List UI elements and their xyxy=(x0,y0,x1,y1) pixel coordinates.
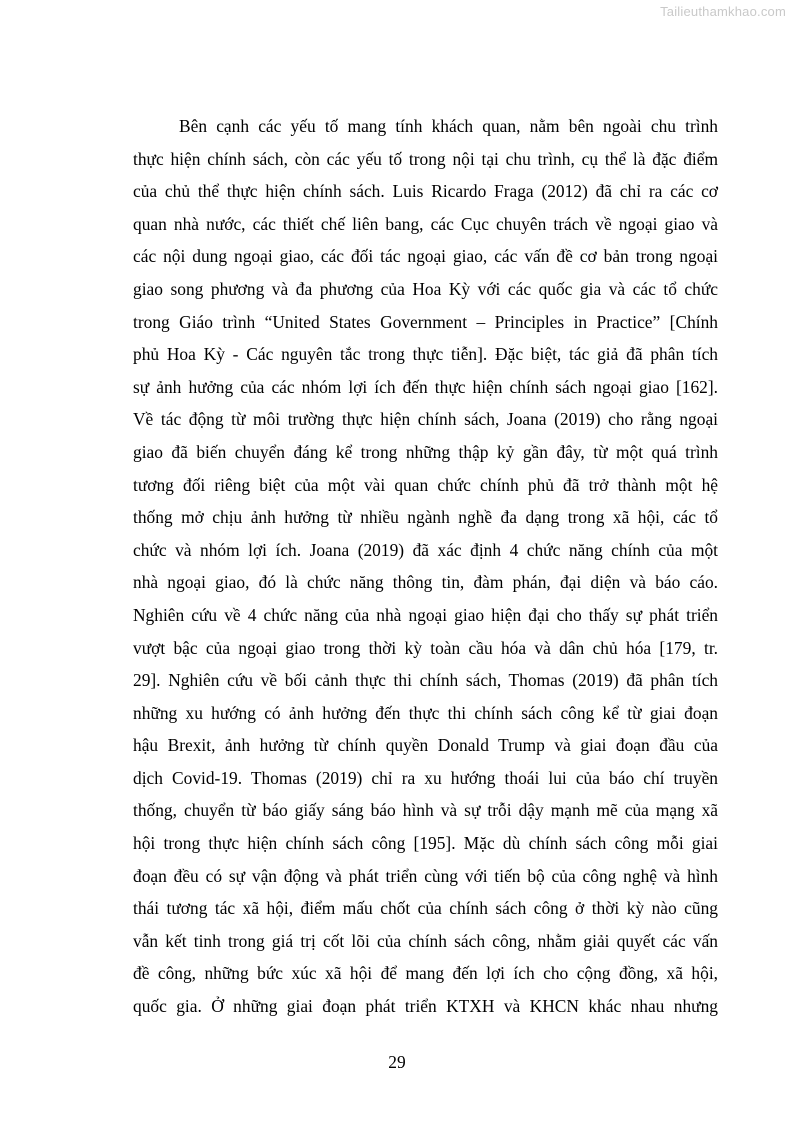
paragraph-line: tương đối riêng biệt của một vài quan chức chính phủ đã trở thành một hệ xyxy=(133,474,718,495)
paragraph-line: quan nhà nước, các thiết chế liên bang, các Cục chuyên trách về ngoại giao và xyxy=(133,213,718,234)
paragraph-line: phủ Hoa Kỳ - Các nguyên tắc trong thực tiễn]. Đặc biệt, tác giả đã phân tích xyxy=(133,344,718,365)
paragraph-line: Bên cạnh các yếu tố mang tính khách quan, nằm bên ngoài chu trình xyxy=(179,116,718,136)
paragraph-line: thống, chuyển từ báo giấy sáng báo hình và sự trỗi dậy mạnh mẽ của mạng xã xyxy=(133,800,718,821)
paragraph-line: vượt bậc của ngoại giao trong thời kỳ toàn cầu hóa và dân chủ hóa [179, tr. xyxy=(133,637,718,658)
paragraph-line: Nghiên cứu về 4 chức năng của nhà ngoại giao hiện đại cho thấy sự phát triển xyxy=(133,604,718,625)
paragraph-line: hậu Brexit, ảnh hưởng từ chính quyền Donald Trump và giai đoạn đầu của xyxy=(133,735,718,756)
paragraph-line: đoạn đều có sự vận động và phát triển cùng với tiến bộ của công nghệ và hình xyxy=(133,865,718,886)
paragraph-line: dịch Covid-19. Thomas (2019) chỉ ra xu hướng thoái lui của báo chí truyền xyxy=(133,767,718,788)
paragraph-line: Về tác động từ môi trường thực hiện chính sách, Joana (2019) cho rằng ngoại xyxy=(133,409,718,430)
paragraph-line: thực hiện chính sách, còn các yếu tố trong nội tại chu trình, cụ thể là đặc điểm xyxy=(133,148,718,169)
body-paragraph xyxy=(133,110,718,1023)
paragraph-line: đề công, những bức xúc xã hội để mang đến lợi ích cho cộng đồng, xã hội, xyxy=(133,963,718,984)
paragraph-line: sự ảnh hưởng của các nhóm lợi ích đến thực hiện chính sách ngoại giao [162]. xyxy=(133,376,718,397)
paragraph-line: các nội dung ngoại giao, các đối tác ngoại giao, các vấn đề cơ bản trong ngoại xyxy=(133,246,718,267)
paragraph-line: thái tương tác xã hội, điểm mấu chốt của chính sách công ở thời kỳ nào cũng xyxy=(133,898,718,919)
paragraph-line: trong Giáo trình “United States Government – Principles in Practice” [Chính xyxy=(133,311,718,332)
paragraph-line: nhà ngoại giao, đó là chức năng thông tin, đàm phán, đại diện và báo cáo. xyxy=(133,572,718,593)
paragraph-line: thống mở chịu ảnh hưởng từ nhiều ngành nghề đa dạng trong xã hội, các tổ xyxy=(133,507,718,528)
paragraph-line: giao song phương và đa phương của Hoa Kỳ với các quốc gia và các tổ chức xyxy=(133,278,718,299)
paragraph-line: của chủ thể thực hiện chính sách. Luis Ricardo Fraga (2012) đã chỉ ra các cơ xyxy=(133,181,718,202)
paragraph-line: giao đã biến chuyển đáng kể trong những thập kỷ gần đây, từ một quá trình xyxy=(133,441,718,462)
page-number: 29 xyxy=(388,1052,406,1072)
paragraph-line: 29]. Nghiên cứu về bối cảnh thực thi chính sách, Thomas (2019) đã phân tích xyxy=(133,670,718,691)
paragraph-line: chức và nhóm lợi ích. Joana (2019) đã xác định 4 chức năng chính của một xyxy=(133,539,718,560)
watermark-text: Tailieuthamkhao.com xyxy=(660,4,786,19)
paragraph-line: vẫn kết tinh trong giá trị cốt lõi của chính sách công, nhằm giải quyết các vấn xyxy=(133,930,718,951)
paragraph-line: quốc gia. Ở những giai đoạn phát triển KTXH và KHCN khác nhau nhưng xyxy=(133,996,718,1017)
paragraph-line: hội trong thực hiện chính sách công [195]. Mặc dù chính sách công mỗi giai xyxy=(133,833,718,854)
paragraph-line: những xu hướng có ảnh hưởng đến thực thi chính sách công kể từ giai đoạn xyxy=(133,702,718,723)
